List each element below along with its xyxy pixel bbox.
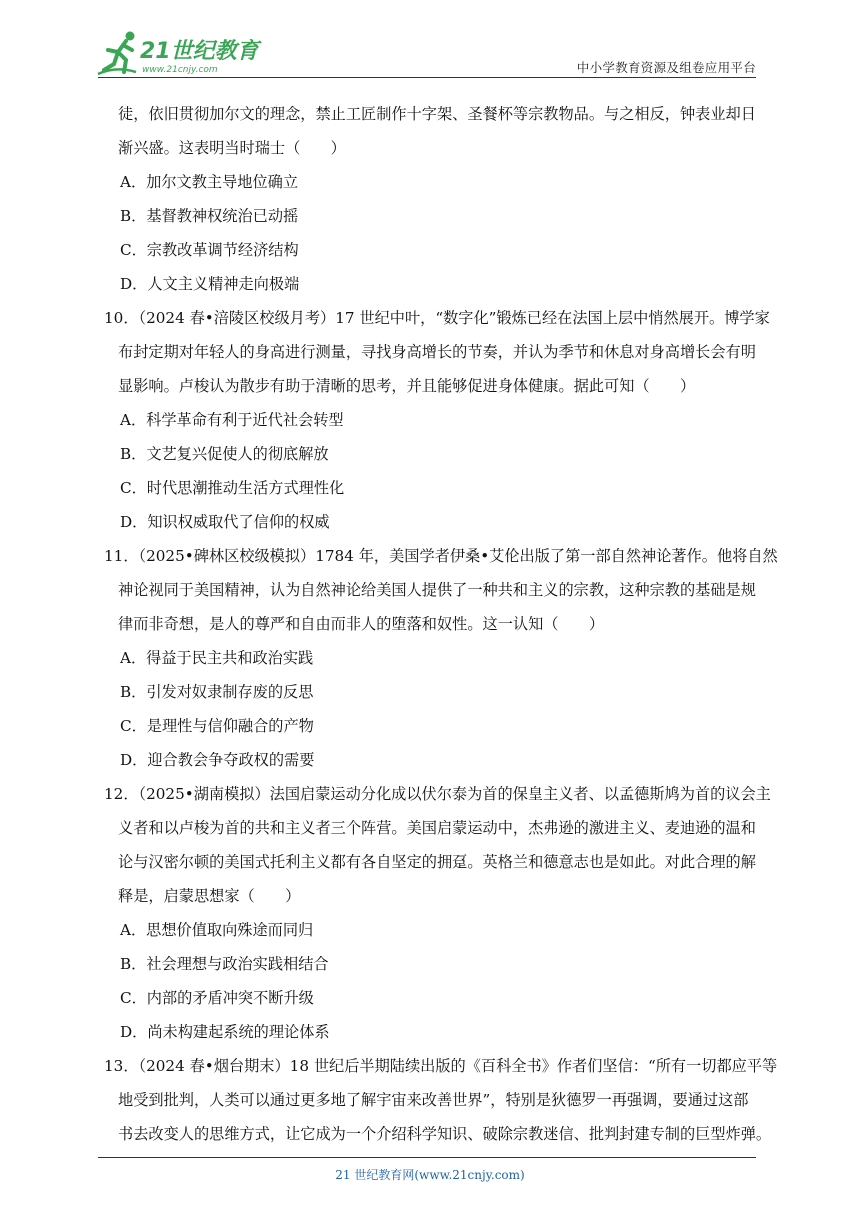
option-b: B．引发对奴隶制存废的反思 (120, 683, 314, 701)
question-text-line: 显影响。卢梭认为散步有助于清晰的思考，并且能够促进身体健康。据此可知（ ） (118, 377, 696, 395)
option-b: B．社会理想与政治实践相结合 (120, 955, 329, 973)
site-logo (96, 30, 266, 78)
footer-divider (98, 1157, 756, 1158)
option-a: A．科学革命有利于近代社会转型 (120, 411, 344, 429)
option-c: C．时代思潮推动生活方式理性化 (120, 479, 345, 497)
question-text-line: 地受到批判，人类可以通过更多地了解宇宙来改善世界”，特别是狄德罗一再强调，要通过这部 (118, 1091, 749, 1109)
question-12 (104, 777, 771, 1049)
option-c: C．宗教改革调节经济结构 (120, 241, 299, 259)
footer-site-link[interactable]: 21 世纪教育网(www.21cnjy.com) (335, 1168, 525, 1182)
option-b: B．文艺复兴促使人的彻底解放 (120, 445, 329, 463)
question-content (104, 97, 778, 1151)
question-text-line: 律而非奇想，是人的尊严和自由而非人的堕落和奴性。这一认知（ ） (118, 615, 604, 633)
option-d: D．尚未构建起系统的理论体系 (120, 1023, 330, 1041)
question-text-line: 神论视同于美国精神，认为自然神论给美国人提供了一种共和主义的宗教，这种宗教的基础是规 (118, 581, 756, 599)
option-d: D．人文主义精神走向极端 (120, 275, 300, 293)
question-stem: 10．（2024 春•涪陵区校级月考）17 世纪中叶，“数字化”锻炼已经在法国上层中悄然展开。博学家 (104, 309, 770, 327)
page-header (0, 0, 860, 80)
question-text-line: 论与汉密尔顿的美国式托利主义都有各自坚定的拥趸。英格兰和德意志也是如此。对此合理的解 (118, 853, 756, 871)
platform-name: 中小学教育资源及组卷应用平台 (576, 60, 756, 75)
question-text-line: 徒，依旧贯彻加尔文的理念，禁止工匠制作十字架、圣餐杯等宗教物品。与之相反，钟表业却日 (118, 105, 756, 123)
question-text-line: 义者和以卢梭为首的共和主义者三个阵营。美国启蒙运动中，杰弗逊的激进主义、麦迪逊的温和 (118, 819, 756, 837)
header-divider (98, 77, 756, 78)
option-a: A．思想价值取向殊途而同归 (120, 921, 314, 939)
option-d: D．迎合教会争夺政权的需要 (120, 751, 315, 769)
option-c: C．内部的矛盾冲突不断升级 (120, 989, 314, 1007)
question-10 (104, 301, 770, 539)
option-a: A．加尔文教主导地位确立 (120, 173, 299, 191)
option-d: D．知识权威取代了信仰的权威 (120, 513, 330, 531)
question-text-line: 释是，启蒙思想家（ ） (118, 887, 301, 905)
question-stem: 13．（2024 春•烟台期末）18 世纪后半期陆续出版的《百科全书》作者们坚信：“所有一切都应平等 (104, 1057, 778, 1075)
running-figure-icon (98, 32, 136, 75)
option-a: A．得益于民主共和政治实践 (120, 649, 314, 667)
question-text-line: 渐兴盛。这表明当时瑞士（ ） (118, 139, 346, 157)
question-stem: 11．（2025•碑林区校级模拟）1784 年，美国学者伊桑•艾伦出版了第一部自然神论著作。他将自然 (104, 547, 778, 565)
question-text-line: 书去改变人的思维方式，让它成为一个介绍科学知识、破除宗教迷信、批判封建专制的巨型炸弹。 (118, 1125, 772, 1143)
question-11 (104, 539, 778, 777)
question-stem: 12．（2025•湖南模拟）法国启蒙运动分化成以伏尔泰为首的保皇主义者、以孟德斯鸠为首的议会主 (104, 785, 771, 803)
question-text-line: 布封定期对年轻人的身高进行测量，寻找身高增长的节奏，并认为季节和休息对身高增长会有明 (118, 343, 756, 361)
question-13 (104, 1049, 778, 1151)
option-c: C．是理性与信仰融合的产物 (120, 717, 314, 735)
svg-text:21世纪教育: 21世纪教育 (140, 39, 259, 64)
option-b: B．基督教神权统治已动摇 (120, 207, 299, 225)
question-9-continued (118, 97, 768, 301)
svg-text:www.21cnjy.com: www.21cnjy.com (142, 65, 218, 75)
